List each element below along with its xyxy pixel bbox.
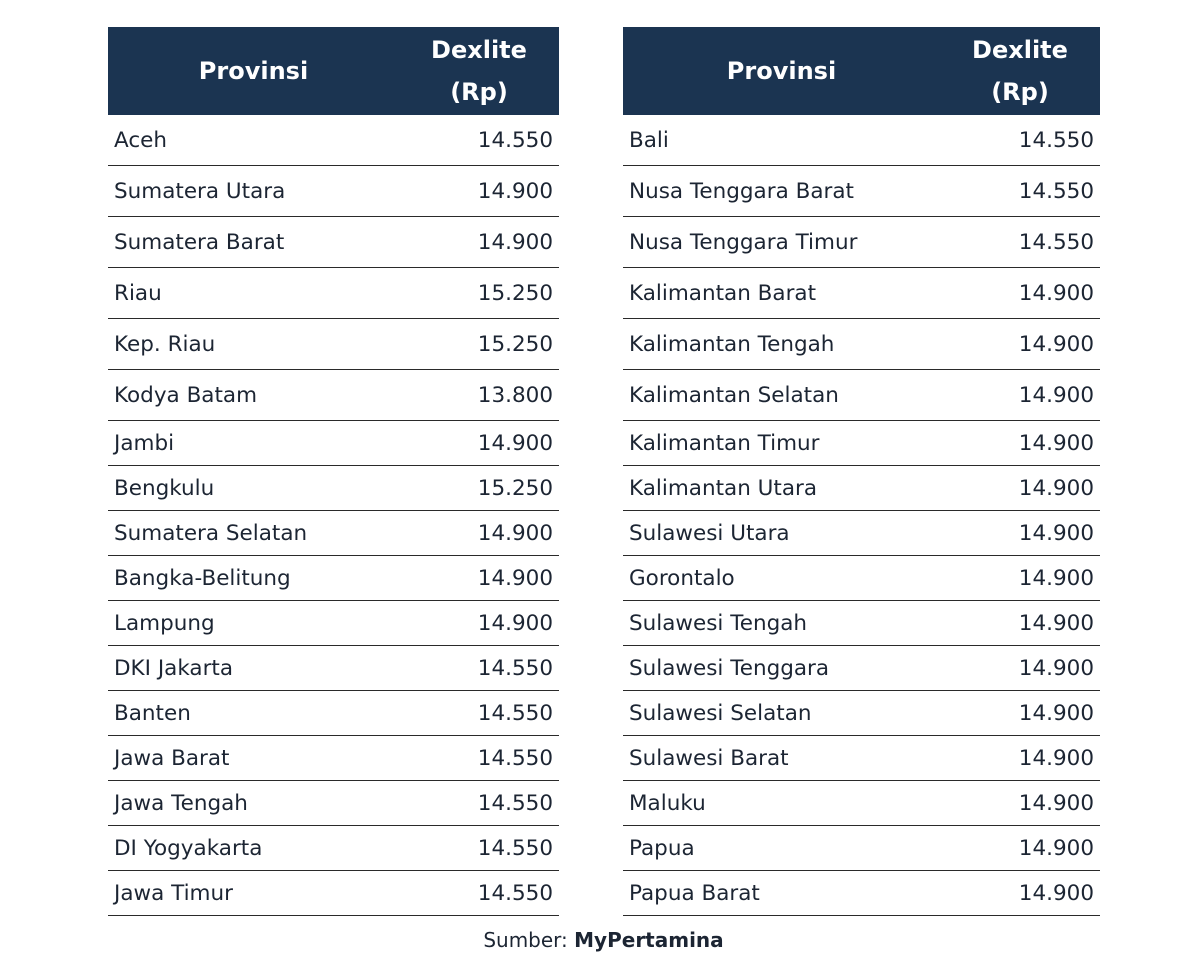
price-cell: 14.550 bbox=[940, 166, 1100, 217]
column-header-price bbox=[940, 27, 1100, 115]
province-cell: DKI Jakarta bbox=[108, 646, 399, 691]
province-cell: Riau bbox=[108, 268, 399, 319]
province-cell: Banten bbox=[108, 691, 399, 736]
price-cell: 14.550 bbox=[399, 871, 559, 916]
price-cell: 14.900 bbox=[399, 556, 559, 601]
province-cell: Sumatera Barat bbox=[108, 217, 399, 268]
province-cell: Bengkulu bbox=[108, 466, 399, 511]
table-row bbox=[108, 736, 559, 781]
province-cell: Kodya Batam bbox=[108, 370, 399, 421]
table-row bbox=[108, 826, 559, 871]
province-cell: Nusa Tenggara Barat bbox=[623, 166, 940, 217]
table-row bbox=[108, 217, 559, 268]
price-cell: 14.900 bbox=[940, 268, 1100, 319]
table-header-row bbox=[108, 27, 559, 115]
price-cell: 14.900 bbox=[399, 421, 559, 466]
province-cell: Jawa Timur bbox=[108, 871, 399, 916]
province-cell: Maluku bbox=[623, 781, 940, 826]
table-row bbox=[623, 736, 1100, 781]
table-row bbox=[623, 826, 1100, 871]
table-row bbox=[108, 646, 559, 691]
price-cell: 14.900 bbox=[940, 319, 1100, 370]
price-cell: 14.900 bbox=[399, 217, 559, 268]
price-cell: 14.900 bbox=[940, 370, 1100, 421]
province-cell: DI Yogyakarta bbox=[108, 826, 399, 871]
table-row bbox=[623, 646, 1100, 691]
province-cell: Sulawesi Tenggara bbox=[623, 646, 940, 691]
province-cell: Sulawesi Utara bbox=[623, 511, 940, 556]
source-name: MyPertamina bbox=[574, 928, 724, 952]
province-cell: Kalimantan Timur bbox=[623, 421, 940, 466]
price-table-right bbox=[623, 27, 1100, 916]
table-row bbox=[108, 319, 559, 370]
province-cell: Jambi bbox=[108, 421, 399, 466]
price-cell: 14.900 bbox=[399, 511, 559, 556]
price-cell: 15.250 bbox=[399, 268, 559, 319]
price-cell: 14.550 bbox=[399, 691, 559, 736]
table-row bbox=[108, 781, 559, 826]
column-header-province: Provinsi bbox=[623, 27, 940, 115]
table-row bbox=[108, 871, 559, 916]
price-cell: 14.900 bbox=[940, 511, 1100, 556]
column-header-price-line1: Dexlite bbox=[431, 36, 527, 64]
table-row bbox=[623, 166, 1100, 217]
table-row bbox=[623, 466, 1100, 511]
column-header-price-line2: (Rp) bbox=[991, 78, 1049, 106]
province-cell: Bali bbox=[623, 115, 940, 166]
table-row bbox=[623, 781, 1100, 826]
province-cell: Sumatera Utara bbox=[108, 166, 399, 217]
table-row bbox=[623, 511, 1100, 556]
table-row bbox=[623, 115, 1100, 166]
table-row bbox=[108, 691, 559, 736]
province-cell: Bangka-Belitung bbox=[108, 556, 399, 601]
source-label: Sumber: bbox=[483, 928, 568, 952]
price-cell: 14.900 bbox=[399, 166, 559, 217]
price-cell: 15.250 bbox=[399, 466, 559, 511]
price-cell: 14.900 bbox=[940, 781, 1100, 826]
price-cell: 14.900 bbox=[940, 871, 1100, 916]
province-cell: Lampung bbox=[108, 601, 399, 646]
price-cell: 14.900 bbox=[940, 736, 1100, 781]
column-header-province: Provinsi bbox=[108, 27, 399, 115]
price-cell: 14.550 bbox=[399, 826, 559, 871]
price-cell: 14.900 bbox=[940, 826, 1100, 871]
column-header-price bbox=[399, 27, 559, 115]
province-cell: Kalimantan Tengah bbox=[623, 319, 940, 370]
province-cell: Sulawesi Barat bbox=[623, 736, 940, 781]
province-cell: Sulawesi Selatan bbox=[623, 691, 940, 736]
province-cell: Kalimantan Utara bbox=[623, 466, 940, 511]
province-cell: Gorontalo bbox=[623, 556, 940, 601]
table-row bbox=[623, 319, 1100, 370]
price-cell: 15.250 bbox=[399, 319, 559, 370]
table-row bbox=[623, 871, 1100, 916]
price-cell: 14.550 bbox=[940, 217, 1100, 268]
price-cell: 14.550 bbox=[399, 646, 559, 691]
table-row bbox=[108, 466, 559, 511]
column-header-price-line1: Dexlite bbox=[972, 36, 1068, 64]
province-cell: Sulawesi Tengah bbox=[623, 601, 940, 646]
table-row bbox=[108, 166, 559, 217]
table-row bbox=[623, 556, 1100, 601]
table-row bbox=[623, 421, 1100, 466]
table-row bbox=[108, 601, 559, 646]
table-row bbox=[108, 370, 559, 421]
table-row bbox=[623, 370, 1100, 421]
table-row bbox=[623, 691, 1100, 736]
column-header-price-line2: (Rp) bbox=[450, 78, 508, 106]
price-table-left bbox=[108, 27, 559, 916]
table-body-left bbox=[108, 115, 559, 916]
province-cell: Kep. Riau bbox=[108, 319, 399, 370]
table-body-right bbox=[623, 115, 1100, 916]
price-cell: 14.900 bbox=[940, 421, 1100, 466]
table-row bbox=[623, 268, 1100, 319]
price-cell: 14.900 bbox=[399, 601, 559, 646]
table-row bbox=[108, 421, 559, 466]
table-row bbox=[623, 601, 1100, 646]
price-cell: 14.900 bbox=[940, 691, 1100, 736]
table-header-row bbox=[623, 27, 1100, 115]
price-cell: 14.900 bbox=[940, 646, 1100, 691]
province-cell: Papua Barat bbox=[623, 871, 940, 916]
price-cell: 14.550 bbox=[399, 115, 559, 166]
province-cell: Nusa Tenggara Timur bbox=[623, 217, 940, 268]
province-cell: Papua bbox=[623, 826, 940, 871]
province-cell: Jawa Tengah bbox=[108, 781, 399, 826]
price-cell: 14.550 bbox=[399, 736, 559, 781]
table-row bbox=[623, 217, 1100, 268]
province-cell: Jawa Barat bbox=[108, 736, 399, 781]
table-row bbox=[108, 115, 559, 166]
price-cell: 14.550 bbox=[940, 115, 1100, 166]
price-cell: 13.800 bbox=[399, 370, 559, 421]
table-row bbox=[108, 556, 559, 601]
province-cell: Kalimantan Barat bbox=[623, 268, 940, 319]
province-cell: Aceh bbox=[108, 115, 399, 166]
province-cell: Sumatera Selatan bbox=[108, 511, 399, 556]
table-row bbox=[108, 511, 559, 556]
table-row bbox=[108, 268, 559, 319]
province-cell: Kalimantan Selatan bbox=[623, 370, 940, 421]
price-cell: 14.900 bbox=[940, 556, 1100, 601]
source-caption bbox=[0, 928, 1200, 952]
price-cell: 14.900 bbox=[940, 466, 1100, 511]
price-cell: 14.900 bbox=[940, 601, 1100, 646]
price-cell: 14.550 bbox=[399, 781, 559, 826]
